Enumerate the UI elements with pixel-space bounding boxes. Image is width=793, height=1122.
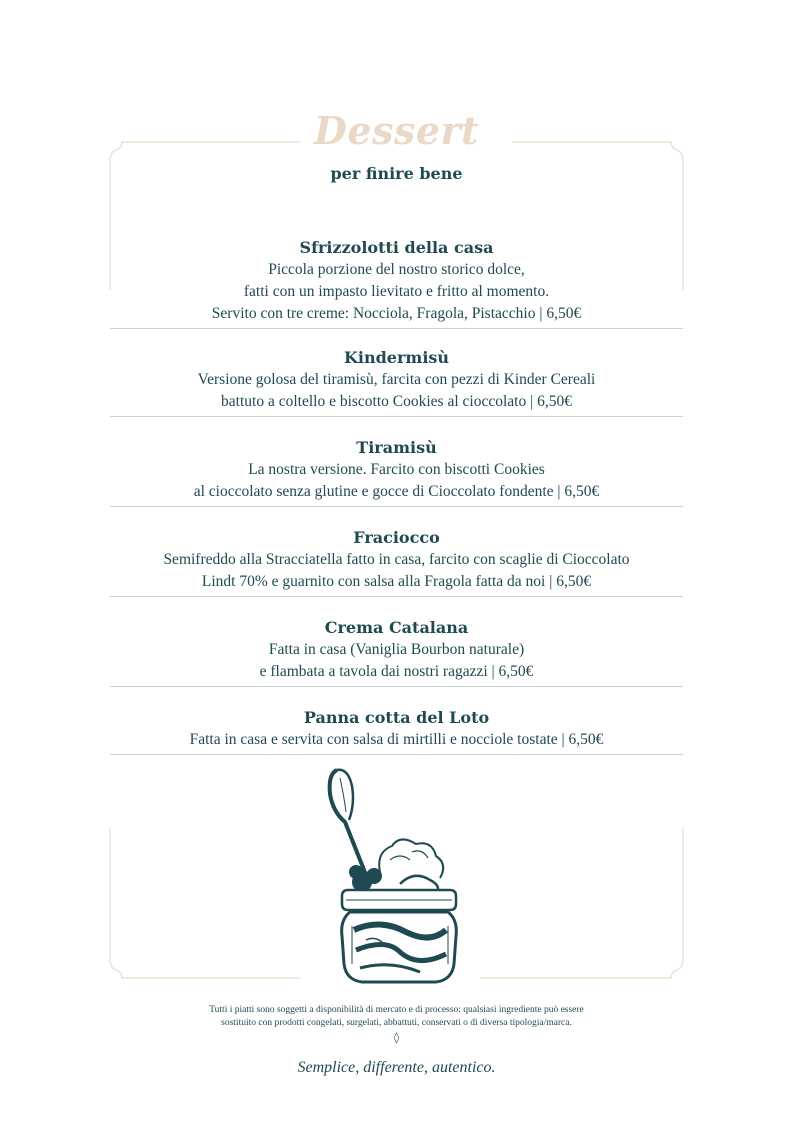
menu-item xyxy=(110,597,683,687)
menu-list xyxy=(110,236,683,755)
diamond-divider-icon: ◊ xyxy=(393,1031,400,1044)
menu-item-description: Piccola porzione del nostro storico dolce, fatti con un impasto lievitato e fritto al momento. Servito con tre creme: Nocciola, Fragola, Pistacchio | 6,50€ xyxy=(211,261,582,322)
menu-item xyxy=(110,329,683,417)
menu-item-description: Fatta in casa e servita con salsa di mirtilli e nocciole tostate | 6,50€ xyxy=(189,731,604,748)
disclaimer-text: Tutti i piatti sono soggetti a disponibilità di mercato e di processo: qualsiasi ingrediente può essere sostituito con prodotti congelati, surgelati, abbattuti, conservati o di diversa tipologia/marca. xyxy=(209,1005,584,1028)
menu-item-description: Versione golosa del tiramisù, farcita con pezzi di Kinder Cereali battuto a coltello e biscotto Cookies al cioccolato | 6,50€ xyxy=(197,371,596,410)
menu-item-name: Sfrizzolotti della casa xyxy=(299,238,494,257)
menu-item-description: Fatta in casa (Vaniglia Bourbon naturale) e flambata a tavola dai nostri ragazzi | 6,50€ xyxy=(259,641,534,680)
menu-item-name: Tiramisù xyxy=(356,438,437,457)
menu-item-name: Crema Catalana xyxy=(324,618,469,637)
menu-item xyxy=(110,417,683,507)
menu-item-name: Kindermisù xyxy=(343,348,450,367)
menu-item xyxy=(110,687,683,755)
menu-item-description: Semifreddo alla Stracciatella fatto in casa, farcito con scaglie di Cioccolato Lindt 70% e guarnito con salsa alla Fragola fatta da noi | 6,50€ xyxy=(163,551,630,590)
menu-item xyxy=(110,507,683,597)
menu-item xyxy=(110,236,683,329)
menu-item-description: La nostra versione. Farcito con biscotti Cookies al cioccolato senza glutine e gocce di Cioccolato fondente | 6,50€ xyxy=(193,461,600,500)
menu-item-name: Panna cotta del Loto xyxy=(303,708,490,727)
tagline: Semplice, differente, autentico. xyxy=(297,1059,496,1076)
page-title: Dessert xyxy=(313,108,480,153)
menu-item-name: Fraciocco xyxy=(353,528,440,547)
dessert-jar-with-spoon-icon xyxy=(300,760,480,1000)
page-subtitle: per finire bene xyxy=(330,164,463,183)
